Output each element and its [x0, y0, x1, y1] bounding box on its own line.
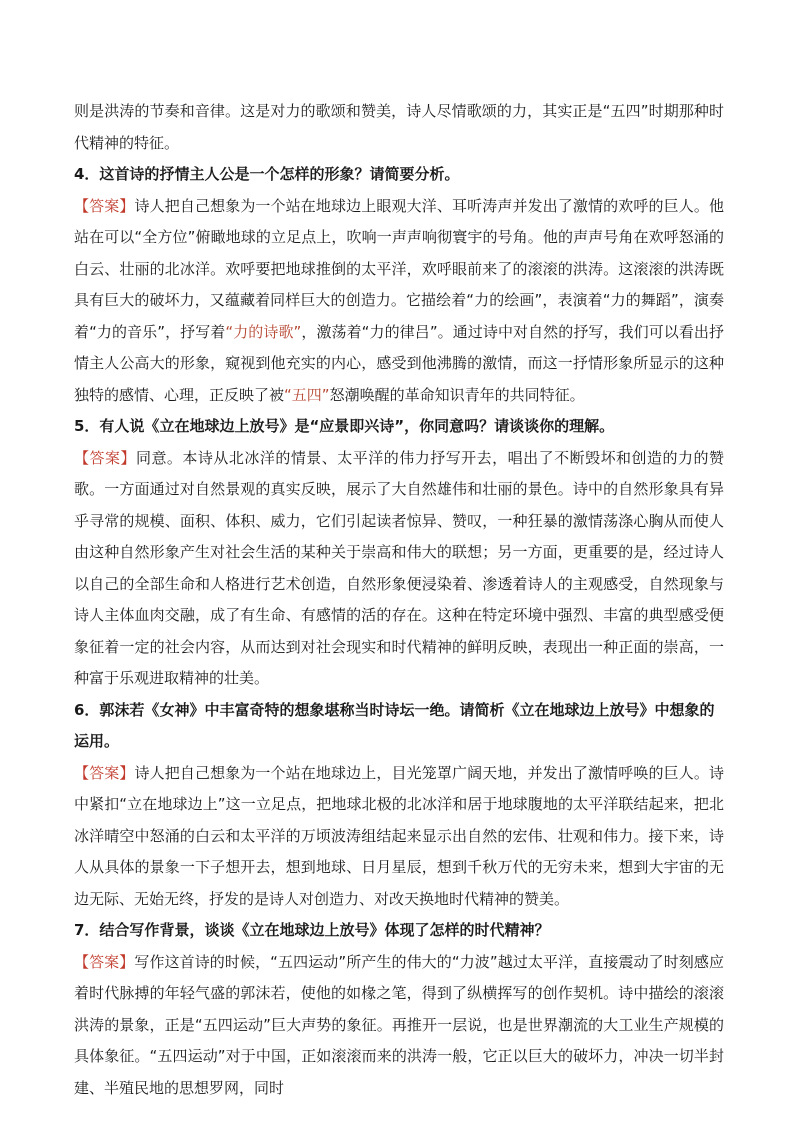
answer-4-highlight-2: “五四”: [284, 385, 330, 404]
answer-6-text: 诗人把自己想象为一个站在地球边上，目光笼罩广阔天地，并发出了激情呼唤的巨人。诗中紧扣“立在地球边上”这一立足点，把地球北极的北冰洋和居于地球腹地的太平洋联结起来，把北冰洋晴空中怒涌的白云和太平洋的万顷波涛组结起来显示出自然的宏伟、壮观和伟力。接下来，诗人从具体的景象一下子想开去，想到地球、日月星辰，想到千秋万代的无穷未来，想到大宇宙的无边无际、无始无终，抒发的是诗人对创造力、对改天换地时代精神的赞美。: [74, 763, 724, 908]
answer-tag: 【答案】: [74, 952, 135, 971]
answer-4-text-b: ，激荡着“力的律吕”。通过诗中对自然的抒写，我们可以看出抒情主人公高大的形象，窥视到他充实的内心，感受到他沸腾的激情，而这一抒情形象所显示的这种独特的感情、心理，正反映了被: [74, 322, 725, 404]
question-6: 6．郭沫若《女神》中丰富奇特的想象堪称当时诗坛一绝。请简析《立在地球边上放号》中想象的运用。: [74, 700, 715, 750]
answer-7: [74, 947, 724, 1105]
answer-4-text-c: 怒潮唤醒的革命知识青年的共同特征。: [329, 385, 585, 404]
answer-4: [74, 191, 724, 412]
question-7: 7．结合写作背景，谈谈《立在地球边上放号》体现了怎样的时代精神？: [74, 921, 550, 939]
answer-6: [74, 758, 724, 916]
answer-4-text-a: 诗人把自己想象为一个站在地球边上眼观大洋、耳听涛声并发出了激情的欢呼的巨人。他站在可以“全方位”俯瞰地球的立足点上，吹响一声声响彻寰宇的号角。他的声声号角在欢呼怒涌的白云、壮丽的北冰洋。欢呼要把地球推倒的太平洋，欢呼眼前来了的滚滚的洪涛。这滚滚的洪涛既具有巨大的破坏力，又蕴藏着同样巨大的创造力。它描绘着“力的绘画”，表演着“力的舞蹈”，演奏着“力的音乐”，抒写着: [74, 196, 724, 341]
question-5: 5．有人说《立在地球边上放号》是“应景即兴诗”，你同意吗？请谈谈你的理解。: [74, 417, 615, 435]
answer-tag: 【答案】: [74, 763, 135, 782]
answer-7-text: 写作这首诗的时候，“五四运动”所产生的伟大的“力波”越过太平洋，直接震动了时刻感应着时代脉搏的年轻气盛的郭沫若，使他的如椽之笔，得到了纵横挥写的创作契机。诗中描绘的滚滚洪涛的景象，正是“五四运动”巨大声势的象征。再推开一层说，也是世界潮流的大工业生产规模的具体象征。“五四运动”对于中国，正如滚滚而来的洪涛一般，它正以巨大的破坏力，冲决一切半封建、半殖民地的思想罗网，同时: [74, 952, 724, 1097]
answer-tag: 【答案】: [74, 196, 135, 215]
intro-paragraph: 则是洪涛的节奏和音律。这是对力的歌颂和赞美，诗人尽情歌颂的力，其实正是“五四”时期那种时代精神的特征。: [74, 102, 724, 152]
answer-5-text: 同意。本诗从北冰洋的情景、太平洋的伟力抒写开去，唱出了不断毁坏和创造的力的赞歌。一方面通过对自然景观的真实反映，展示了大自然雄伟和壮丽的景色。诗中的自然形象具有异乎寻常的规模、面积、体积、威力，它们引起读者惊异、赞叹，一种狂暴的激情荡涤心胸从而使人由这种自然形象产生对社会生活的某种关于崇高和伟大的联想；另一方面，更重要的是，经过诗人以自己的全部生命和人格进行艺术创造，自然形象便浸染着、渗透着诗人的主观感受，自然现象与诗人主体血肉交融，成了有生命、有感情的活的存在。这种在特定环境中强烈、丰富的典型感受便象征着一定的社会内容，从而达到对社会现实和时代精神的鲜明反映，表现出一种正面的崇高，一种富于乐观进取精神的壮美。: [74, 448, 724, 687]
question-4: 4．这首诗的抒情主人公是一个怎样的形象？请简要分析。: [74, 165, 460, 183]
answer-tag: 【答案】: [74, 448, 136, 467]
answer-4-highlight-1: “力的诗歌”: [225, 322, 302, 341]
answer-5: [74, 443, 724, 695]
